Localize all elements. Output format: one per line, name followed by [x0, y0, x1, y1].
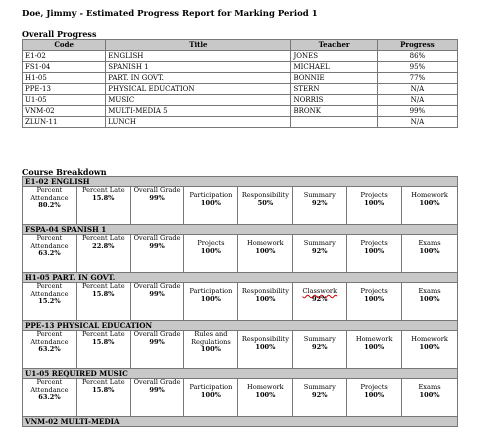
- metric-value: 100%: [364, 198, 385, 207]
- cell-code: FS1-04: [23, 62, 106, 73]
- table-row: [23, 95, 458, 106]
- metric-cell: [76, 187, 130, 225]
- metric-cell: [184, 379, 238, 417]
- metric-cell: [130, 331, 184, 369]
- metric-label: Homework: [411, 191, 448, 199]
- metric-cell: [347, 187, 402, 225]
- cell-progress: 99%: [377, 106, 457, 117]
- cell-teacher: BRONK: [291, 106, 377, 117]
- metric-value: 100%: [419, 342, 440, 351]
- metric-cell: [293, 235, 347, 273]
- metric-label: Summary: [303, 191, 336, 199]
- metric-value: 63.2%: [38, 393, 61, 402]
- metric-label: Summary: [303, 383, 336, 391]
- metric-label: Percent Attendance: [30, 378, 69, 394]
- course-heading: PPE-13 PHYSICAL EDUCATION: [23, 321, 458, 331]
- metric-cell: [23, 379, 77, 417]
- overall-header-row: [23, 40, 458, 51]
- header-teacher: Teacher: [291, 40, 377, 51]
- metric-label: Participation: [189, 191, 233, 199]
- course-heading-row: [23, 177, 458, 187]
- metric-cell: [130, 187, 184, 225]
- cell-title: LUNCH: [106, 117, 291, 128]
- metric-label: Percent Late: [81, 378, 125, 386]
- metric-cell: [293, 187, 347, 225]
- metric-value: 92%: [312, 390, 328, 399]
- metric-cell: [402, 331, 458, 369]
- metric-value: 100%: [255, 294, 276, 303]
- cell-progress: 77%: [377, 73, 457, 84]
- metric-cell: [238, 283, 293, 321]
- metric-label: Percent Attendance: [30, 282, 69, 298]
- course-heading: H1-05 PART. IN GOVT.: [23, 273, 458, 283]
- metric-label: Participation: [189, 287, 233, 295]
- metric-label: Homework: [247, 239, 284, 247]
- cell-progress: 86%: [377, 51, 457, 62]
- metric-value: 100%: [200, 390, 221, 399]
- metric-cell: [76, 283, 130, 321]
- course-metrics-row: [23, 379, 458, 417]
- metric-value: 15.8%: [92, 289, 115, 298]
- cell-teacher: JONES: [291, 51, 377, 62]
- metric-label: Projects: [360, 191, 388, 199]
- metric-value: 100%: [419, 246, 440, 255]
- metric-cell: [184, 283, 238, 321]
- metric-label: Projects: [360, 239, 388, 247]
- cell-teacher: [291, 117, 377, 128]
- metric-value: 99%: [149, 193, 165, 202]
- metric-label: Percent Late: [81, 186, 125, 194]
- metric-value: 15.8%: [92, 337, 115, 346]
- course-metrics-row: [23, 187, 458, 225]
- course-breakdown-heading: Course Breakdown: [22, 167, 107, 177]
- cell-teacher: NORRIS: [291, 95, 377, 106]
- cell-title: PHYSICAL EDUCATION: [106, 84, 291, 95]
- metric-label: Responsibility: [241, 335, 289, 343]
- course-heading: VNM-02 MULTI-MEDIA: [23, 417, 458, 427]
- cell-code: H1-05: [23, 73, 106, 84]
- metric-label: Overall Grade: [133, 282, 181, 290]
- metric-label: Projects: [360, 287, 388, 295]
- cell-code: E1-02: [23, 51, 106, 62]
- metric-label: Percent Late: [81, 330, 125, 338]
- metric-cell: [76, 235, 130, 273]
- metric-cell: [76, 379, 130, 417]
- metric-cell: [293, 331, 347, 369]
- metric-cell: [184, 235, 238, 273]
- metric-cell: [347, 331, 402, 369]
- course-heading-row: [23, 225, 458, 235]
- metric-cell: [130, 379, 184, 417]
- metric-cell: [238, 379, 293, 417]
- header-progress: Progress: [377, 40, 457, 51]
- metric-cell: [347, 235, 402, 273]
- metric-label: Overall Grade: [133, 330, 181, 338]
- metric-cell: [130, 283, 184, 321]
- metric-value: 100%: [200, 198, 221, 207]
- course-heading: E1-02 ENGLISH: [23, 177, 458, 187]
- metric-value: 50%: [257, 198, 274, 207]
- course-heading-row: [23, 321, 458, 331]
- metric-cell: [238, 187, 293, 225]
- metric-value: 15.8%: [92, 385, 115, 394]
- metric-value: 100%: [200, 246, 221, 255]
- cell-title: MUSIC: [106, 95, 291, 106]
- overall-progress-heading: Overall Progress: [22, 29, 97, 39]
- metric-value: 63.2%: [38, 249, 61, 258]
- metric-value: 100%: [364, 390, 385, 399]
- metric-label: Percent Attendance: [30, 330, 69, 346]
- metric-value: 100%: [255, 390, 276, 399]
- metric-label: Classwork: [302, 287, 338, 295]
- metric-value: 100%: [364, 246, 385, 255]
- metric-label: Overall Grade: [133, 186, 181, 194]
- metric-label: Projects: [360, 383, 388, 391]
- metric-value: 63.2%: [38, 345, 61, 354]
- metric-value: 80.2%: [38, 201, 61, 210]
- header-code: Code: [23, 40, 106, 51]
- metric-label: Homework: [411, 335, 448, 343]
- table-row: [23, 84, 458, 95]
- metric-cell: [293, 283, 347, 321]
- metric-label: Exams: [418, 287, 441, 295]
- table-row: [23, 62, 458, 73]
- metric-value: 100%: [364, 342, 385, 351]
- metric-label: Overall Grade: [133, 234, 181, 242]
- metric-cell: [238, 331, 293, 369]
- cell-code: ZLUN-11: [23, 117, 106, 128]
- metric-value: 92%: [312, 342, 328, 351]
- metric-cell: [23, 235, 77, 273]
- cell-title: ENGLISH: [106, 51, 291, 62]
- metric-value: 22.8%: [92, 241, 115, 250]
- overall-progress-table: [22, 39, 458, 128]
- course-breakdown-table: [22, 176, 458, 427]
- metric-value: 99%: [149, 241, 165, 250]
- metric-value: 99%: [149, 337, 165, 346]
- course-heading-row: [23, 369, 458, 379]
- metric-cell: [23, 283, 77, 321]
- cell-code: U1-05: [23, 95, 106, 106]
- metric-cell: [130, 235, 184, 273]
- metric-label: Rules and Regulations: [191, 330, 231, 346]
- table-row: [23, 73, 458, 84]
- metric-label: Responsibility: [241, 287, 289, 295]
- metric-cell: [293, 379, 347, 417]
- metric-cell: [402, 235, 458, 273]
- metric-value: 100%: [200, 294, 221, 303]
- metric-cell: [238, 235, 293, 273]
- metric-label: Participation: [189, 383, 233, 391]
- cell-title: SPANISH 1: [106, 62, 291, 73]
- table-row: [23, 117, 458, 128]
- metric-value: 100%: [255, 342, 276, 351]
- metric-label: Percent Attendance: [30, 234, 69, 250]
- cell-progress: N/A: [377, 84, 457, 95]
- metric-value: 99%: [149, 289, 165, 298]
- course-heading: FSPA-04 SPANISH 1: [23, 225, 458, 235]
- metric-cell: [402, 379, 458, 417]
- metric-value: 99%: [149, 385, 165, 394]
- metric-label: Exams: [418, 239, 441, 247]
- metric-cell: [347, 379, 402, 417]
- metric-label: Percent Attendance: [30, 186, 69, 202]
- table-row: [23, 51, 458, 62]
- cell-code: VNM-02: [23, 106, 106, 117]
- cell-progress: N/A: [377, 117, 457, 128]
- cell-code: PPE-13: [23, 84, 106, 95]
- course-metrics-row: [23, 235, 458, 273]
- cell-progress: 95%: [377, 62, 457, 73]
- metric-value: 92%: [312, 246, 328, 255]
- metric-cell: [76, 331, 130, 369]
- metric-label: Overall Grade: [133, 378, 181, 386]
- cell-title: PART. IN GOVT.: [106, 73, 291, 84]
- metric-label: Homework: [247, 383, 284, 391]
- metric-value: 92%: [312, 294, 328, 303]
- metric-value: 100%: [364, 294, 385, 303]
- metric-value: 100%: [200, 345, 221, 354]
- metric-cell: [23, 331, 77, 369]
- report-title: Doe, Jimmy - Estimated Progress Report for Marking Period 1: [22, 9, 318, 19]
- metric-value: 15.8%: [92, 193, 115, 202]
- metric-value: 92%: [312, 198, 328, 207]
- metric-label: Percent Late: [81, 234, 125, 242]
- metric-value: 100%: [419, 294, 440, 303]
- metric-value: 100%: [419, 390, 440, 399]
- metric-label: Homework: [355, 335, 393, 343]
- metric-cell: [347, 283, 402, 321]
- metric-cell: [402, 283, 458, 321]
- header-title: Title: [106, 40, 291, 51]
- metric-label: Summary: [303, 335, 336, 343]
- course-metrics-row: [23, 283, 458, 321]
- cell-teacher: MICHAEL: [291, 62, 377, 73]
- cell-progress: N/A: [377, 95, 457, 106]
- metric-cell: [184, 187, 238, 225]
- metric-value: 100%: [255, 246, 276, 255]
- table-row: [23, 106, 458, 117]
- metric-label: Projects: [197, 239, 225, 247]
- metric-value: 15.2%: [38, 297, 61, 306]
- cell-title: MULTI-MEDIA 5: [106, 106, 291, 117]
- cell-teacher: STERN: [291, 84, 377, 95]
- metric-label: Exams: [418, 383, 441, 391]
- cell-teacher: BONNIE: [291, 73, 377, 84]
- metric-label: Summary: [303, 239, 336, 247]
- metric-value: 100%: [419, 198, 440, 207]
- course-metrics-row: [23, 331, 458, 369]
- course-heading: U1-05 REQUIRED MUSIC: [23, 369, 458, 379]
- metric-cell: [402, 187, 458, 225]
- metric-cell: [23, 187, 77, 225]
- course-heading-row: [23, 273, 458, 283]
- metric-label: Responsibility: [241, 191, 289, 199]
- metric-label: Percent Late: [81, 282, 125, 290]
- course-heading-row: [23, 417, 458, 427]
- metric-cell: [184, 331, 238, 369]
